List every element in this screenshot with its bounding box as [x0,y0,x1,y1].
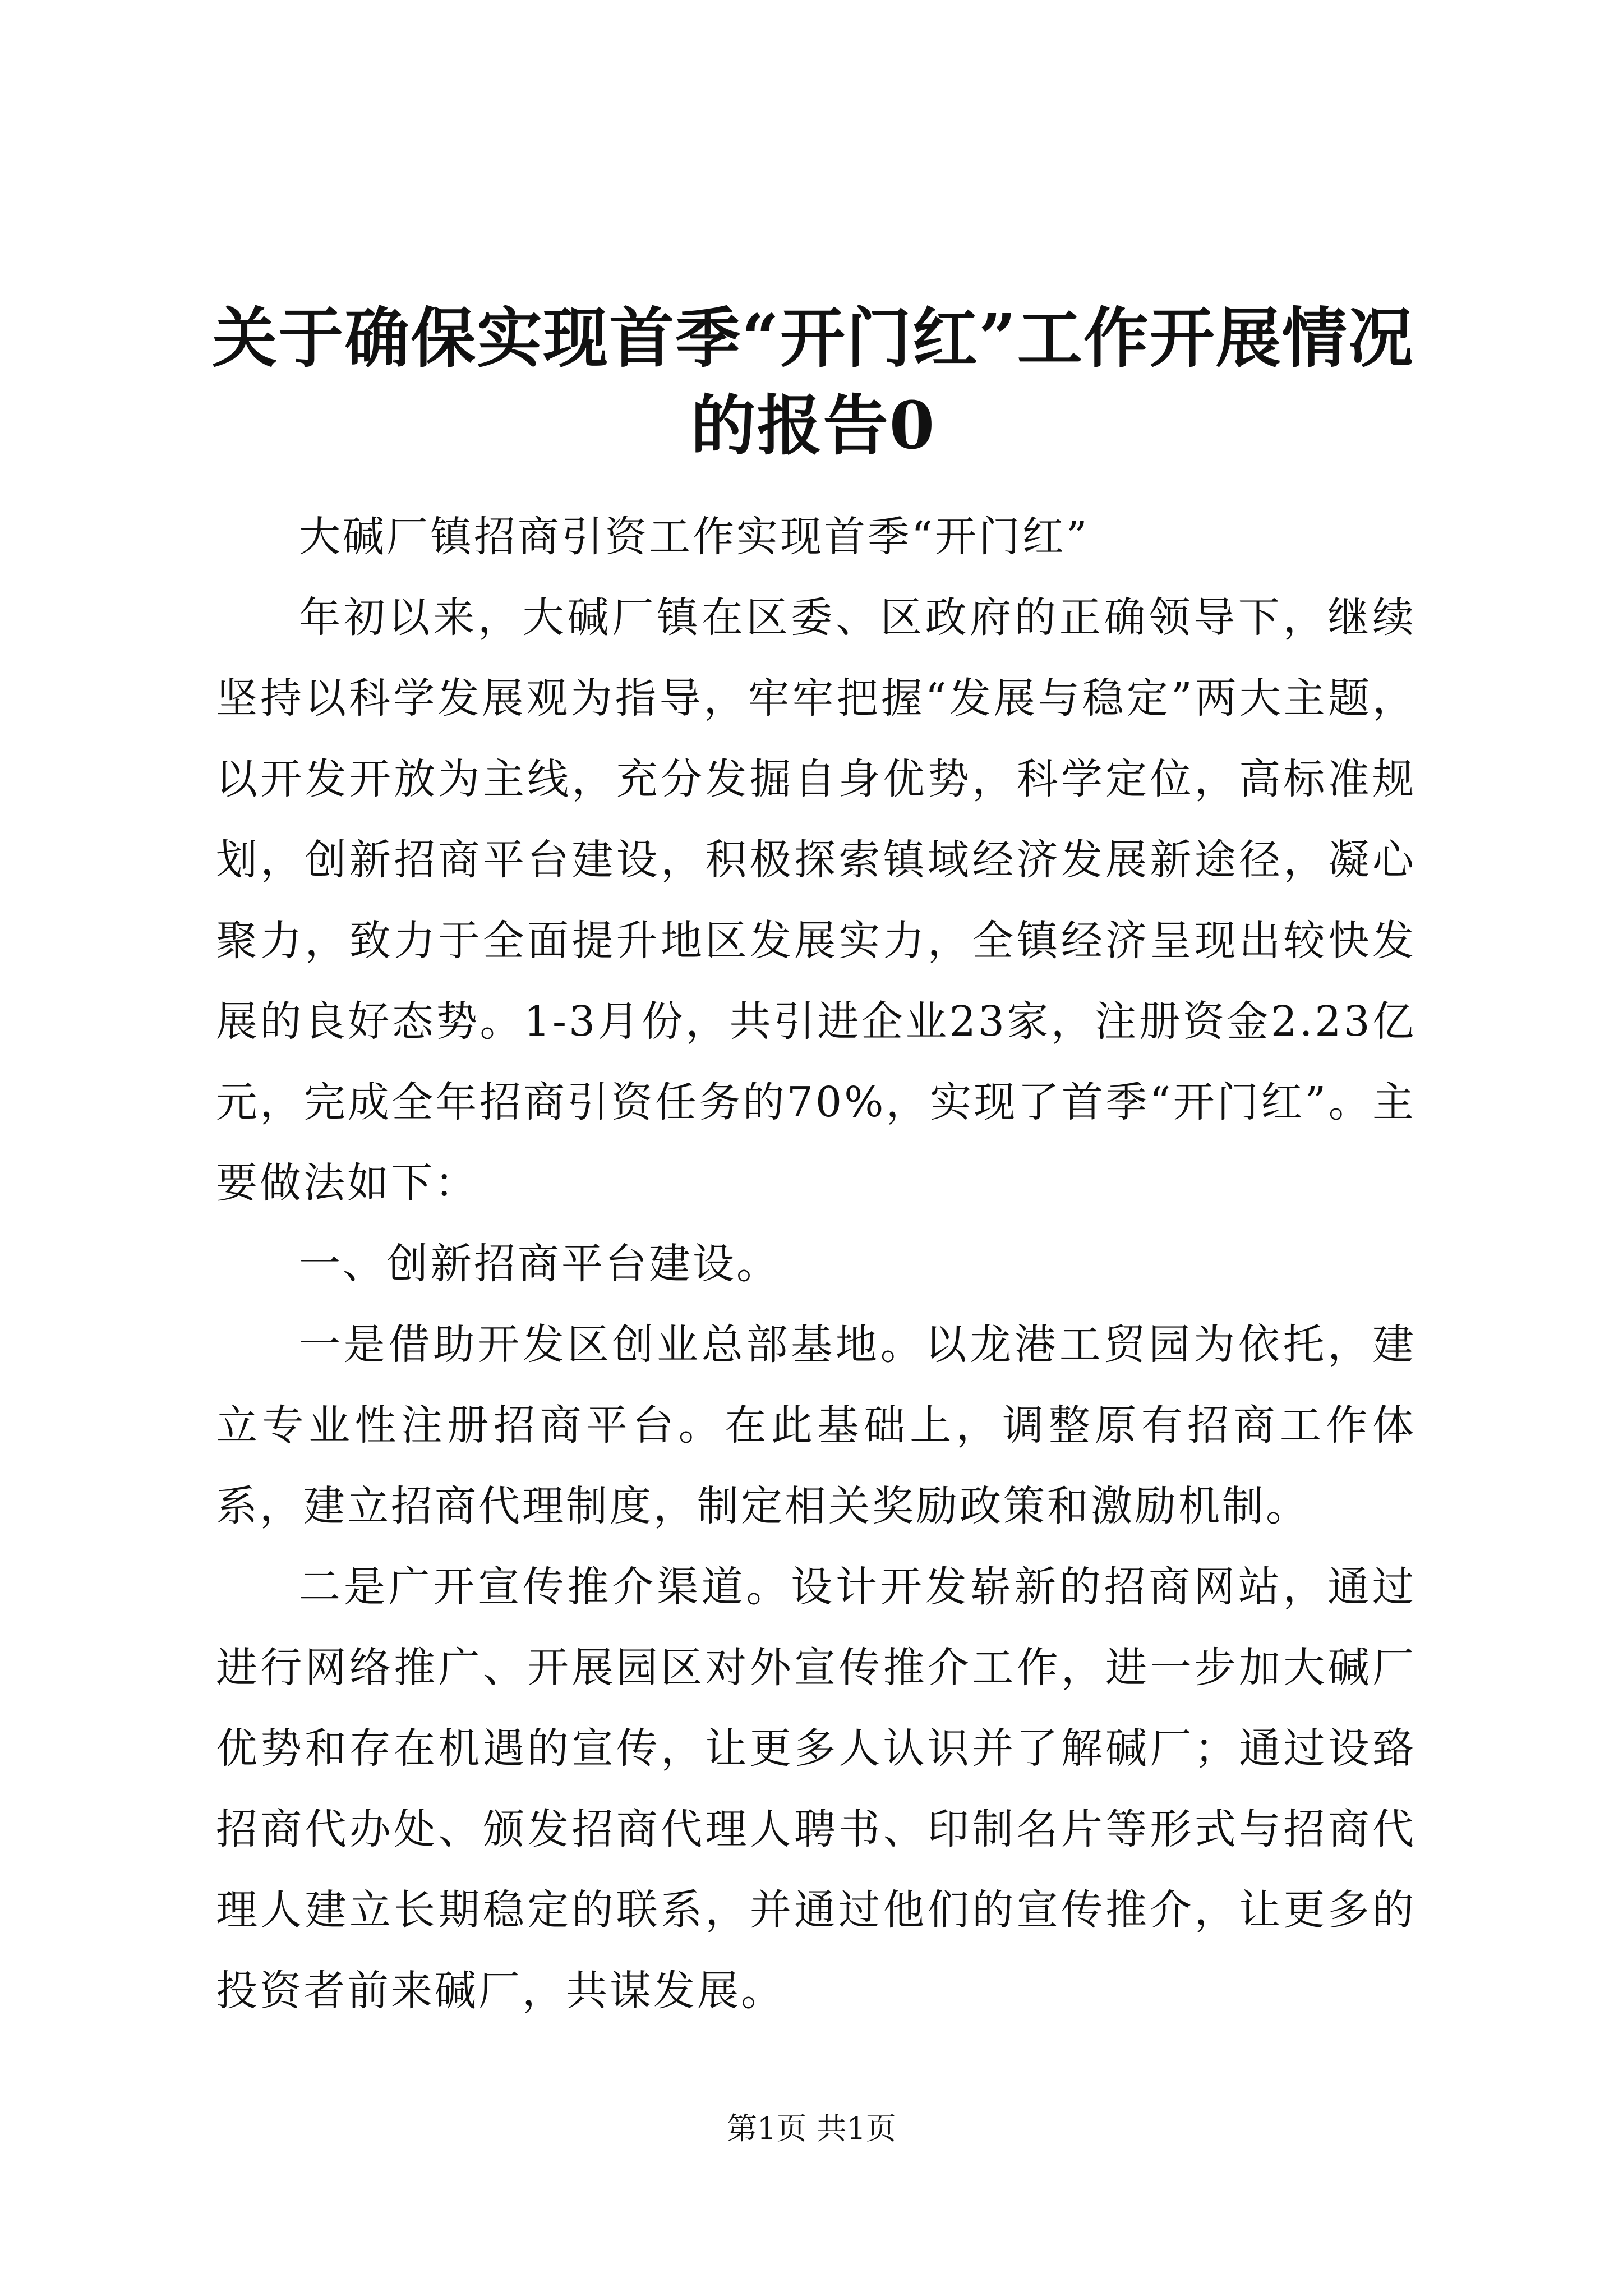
page-footer: 第1页 共1页 [727,2111,896,2146]
paragraph-intro: 年初以来，大碱厂镇在区委、区政府的正确领导下，继续坚持以科学发展观为指导，牢牢把握“发展与稳定”两大主题，以开发开放为主线，充分发掘自身优势，科学定位，高标准规划，创新招商平台建设，积极探索镇域经济发展新途径，凝心聚力，致力于全面提升地区发展实力，全镇经济呈现出较快发展的良好态势。1-3月份，共引进企业23家，注册资金2.23亿元，完成全年招商引资任务的70%，实现了首季“开门红”。主要做法如下： [216,593,1416,1207]
paragraph-point-two: 二是广开宣传推介渠道。设计开发崭新的招商网站，通过进行网络推广、开展园区对外宣传推介工作，进一步加大碱厂优势和存在机遇的宣传，让更多人认识并了解碱厂；通过设臵招商代办处、颁发招商代理人聘书、印制名片等形式与招商代理人建立长期稳定的联系，并通过他们的宣传推介，让更多的投资者前来碱厂，共谋发展。 [216,1563,1416,2015]
section-heading: 一、创新招商平台建设。 [299,1240,780,1288]
paragraph-point-one: 一是借助开发区创业总部基地。以龙港工贸园为依托，建立专业性注册招商平台。在此基础上，调整原有招商工作体系，建立招商代理制度，制定相关奖励政策和激励机制。 [216,1320,1416,1530]
document-body [216,496,1416,2031]
paragraph-subtitle: 大碱厂镇招商引资工作实现首季“开门红” [299,513,1090,561]
document-title: 关于确保实现首季“开门红”工作开展情况的报告0 [212,300,1414,464]
